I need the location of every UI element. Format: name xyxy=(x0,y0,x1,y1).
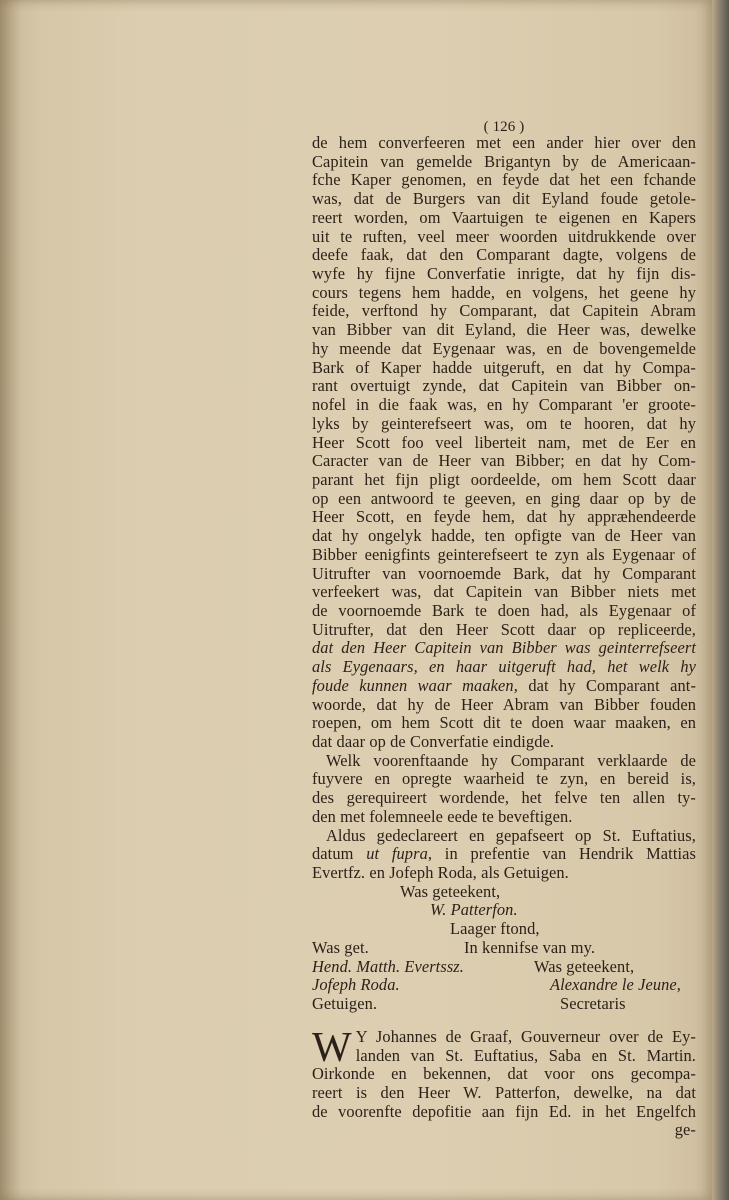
text-line: nofel in die faak was, en hy Comparant 'er groote- xyxy=(312,395,696,415)
text-line: Bark of Kaper hadde uitgeruft, en dat hy Compa- xyxy=(312,357,696,377)
text-line: Heer Scott, en feyde hem, dat hy appræhendeerde xyxy=(312,507,696,527)
signature-roda: Jofeph Roda. xyxy=(312,975,400,995)
text-line: roepen, om hem Scott dit te doen waar maaken, en xyxy=(312,713,696,733)
page-gutter-shadow xyxy=(0,0,22,1200)
catchword: ge- xyxy=(674,1120,696,1140)
text-line: dat hy ongelyk hadde, ten opfigte van de Heer van xyxy=(312,526,696,546)
roman-phrase: dat hy Comparant ant- xyxy=(528,675,697,695)
text-line: feide, verftond hy Comparant, dat Capitein Abram xyxy=(312,301,696,321)
text-line: de hem converfeeren met een ander hier over den xyxy=(312,133,696,152)
mixed-text-line xyxy=(312,677,696,696)
text-line: Capitein van gemelde Brigantyn by de Americaan- xyxy=(312,151,696,171)
page-number: ( 126 ) xyxy=(483,119,525,135)
signature-evertssz: Hend. Matth. Evertssz. xyxy=(312,956,464,976)
italic-phrase: foude kunnen waar maaken, xyxy=(312,675,518,695)
text-line: Welk voorenftaande hy Comparant verklaarde de xyxy=(326,750,696,770)
text-line: Oirkonde en bekennen, dat voor ons gecompa- xyxy=(312,1064,696,1084)
text-line: op een antwoord te geeven, en ging daar op by de xyxy=(312,488,696,508)
text-line: was, dat de Burgers van dit Eyland foude getole- xyxy=(312,189,696,209)
text-line: fuyvere en opregte waarheid te zyn, en bereid is, xyxy=(312,769,696,789)
text-line: reert worden, om Vaartuigen te eigenen en Kapers xyxy=(312,207,696,227)
was-get-label: Was get. xyxy=(312,937,369,957)
paragraph-governor xyxy=(312,1024,696,1140)
italic-text-line: als Eygenaars, en haar uitgeruft had, het welk hy xyxy=(312,657,696,677)
mixed-text-line xyxy=(312,845,696,864)
italic-text-line: dat den Heer Capitein van Bibber was geinterrefseert xyxy=(312,638,696,658)
text-line: fche Kaper genomen, en feyde dat het een fchande xyxy=(312,170,696,190)
book-edge xyxy=(712,0,729,1200)
text-line: Aldus gedeclareert en gepafseert op St. Euftatius, xyxy=(326,825,696,845)
text-line: Bibber eenigfints geinterefseert te zyn als Eygenaar of xyxy=(312,544,696,564)
was-geteekent-label: Was geteekent, xyxy=(400,881,501,901)
text-line: den met folemneele eede te beveftigen. xyxy=(312,806,573,826)
signature-block xyxy=(312,883,696,1014)
text-line: de voornoemde Bark te doen had, als Eygenaar of xyxy=(312,600,696,620)
text-line: hy meende dat Eygenaar was, en de bovengemelde xyxy=(312,338,696,358)
paragraph-deposition xyxy=(312,134,696,752)
was-geteekent-label-2: Was geteekent, xyxy=(534,956,635,976)
text-line: van Bibber van dit Eyland, die Heer was, dewelke xyxy=(312,320,696,340)
text-line: cours tegens hem hadde, en volgens, het geene hy xyxy=(312,282,696,302)
in-kennisse-label: In kennifse van my. xyxy=(464,937,596,957)
text-line: deefe faak, dat den Comparant dagte, volgens de xyxy=(312,245,696,265)
signature-le-jeune: Alexandre le Jeune, xyxy=(550,975,681,995)
text-line: des gerequireert wordende, het felve ten allen ty- xyxy=(312,788,696,808)
paragraph-declaration xyxy=(312,752,696,827)
getuigen-label: Getuigen. xyxy=(312,994,378,1014)
roman-phrase: , in prefentie van Hendrik Mattias xyxy=(427,844,696,864)
text-line: parant het fijn pligt oordeelde, om hem Scott daar xyxy=(312,469,696,489)
text-line: landen van St. Euftatius, Saba en St. Martin. xyxy=(355,1045,696,1065)
datum-word: datum xyxy=(312,844,354,864)
paragraph-attestation xyxy=(312,827,696,883)
text-line: Uitrufter, dat den Heer Scott daar op repliceerde, xyxy=(312,619,696,639)
text-line: woorde, dat hy de Heer Abram van Bibber fouden xyxy=(312,694,696,714)
text-line: uit te ruften, veel meer woorden uitdrukkende over xyxy=(312,226,696,246)
text-line: wyfe hy fijne Converfatie inrigte, dat hy fijn dis- xyxy=(312,264,696,284)
text-line: Caracter van de Heer van Bibber; en dat hy Com- xyxy=(312,451,696,471)
text-line: Evertfz. en Jofeph Roda, als Getuigen. xyxy=(312,863,569,883)
text-line: lyks by geinterefseert was, om te hooren, dat hy xyxy=(312,413,696,433)
text-line: Y Johannes de Graaf, Gouverneur over de Ey- xyxy=(355,1026,696,1046)
text-line: verfeekert was, dat Capitein van Bibber niets met xyxy=(312,582,696,602)
laager-stond-label: Laager ftond, xyxy=(450,919,540,939)
signature-patterson: W. Patterfon. xyxy=(430,900,518,920)
text-line: Heer Scott foo veel liberteit nam, met de Eer en xyxy=(312,432,696,452)
text-line: Uitrufter van voornoemde Bark, dat hy Comparant xyxy=(312,563,696,583)
text-line: dat daar op de Converfatie eindigde. xyxy=(312,732,555,751)
page-text-block xyxy=(312,120,696,1140)
text-line: reert is den Heer W. Patterfon, dewelke, na dat xyxy=(312,1082,696,1102)
secretaris-label: Secretaris xyxy=(560,994,626,1014)
text-line: rant overtuigt zynde, dat Capitein van Bibber on- xyxy=(312,376,696,396)
drop-cap: W xyxy=(312,1024,352,1071)
italic-phrase: ut fupra xyxy=(366,844,428,864)
text-line: de voorenfte depofitie aan fijn Ed. in het Engelfch xyxy=(312,1101,696,1121)
